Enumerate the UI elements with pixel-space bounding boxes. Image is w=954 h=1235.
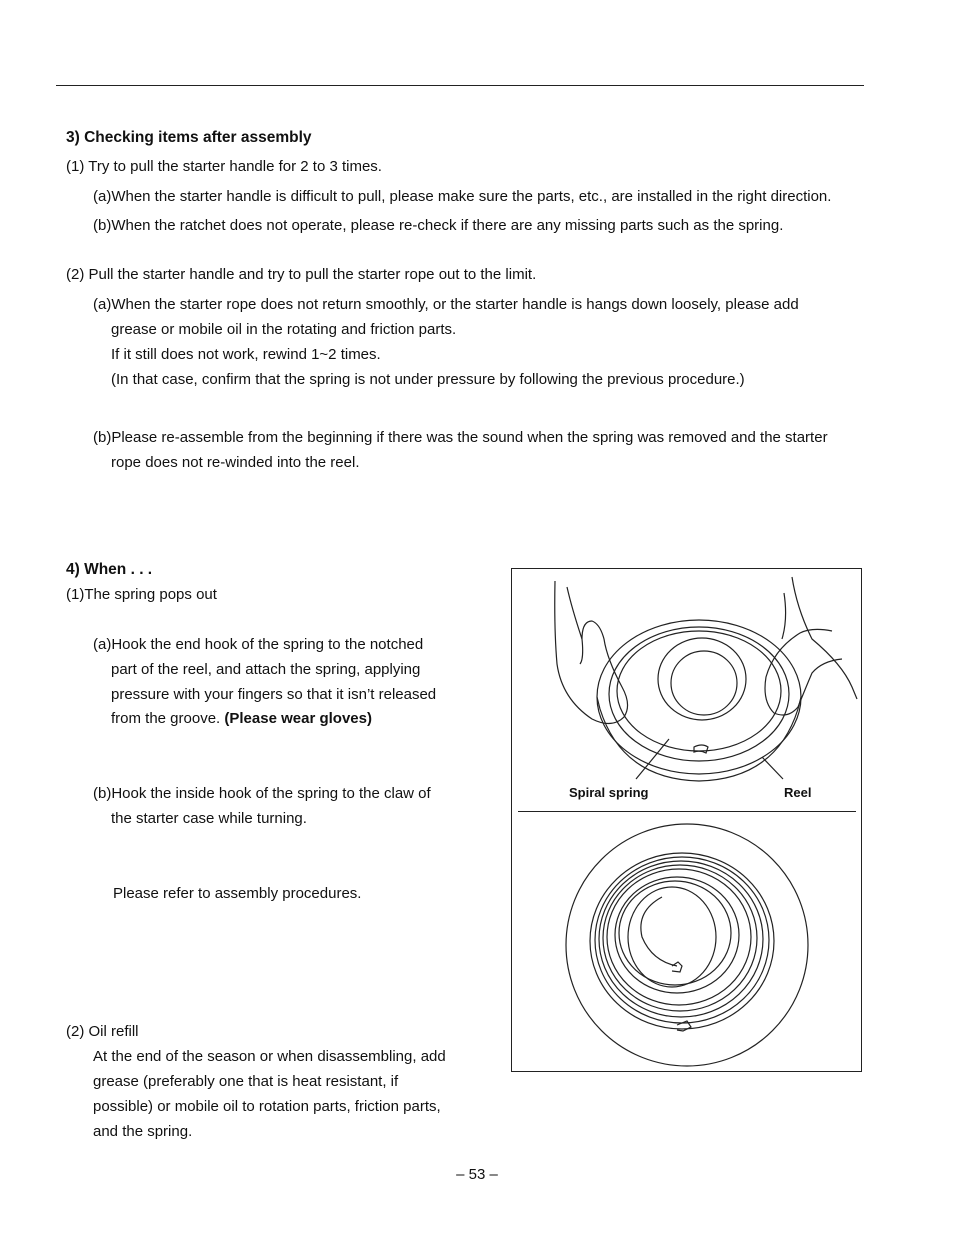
spring-inner-end	[641, 897, 677, 966]
reel-hub-inner	[671, 651, 737, 715]
reel-leader-line	[762, 757, 783, 779]
section-3-item-1b: (b)When the ratchet does not operate, please re-check if there are any missing parts such as the spring.	[93, 217, 784, 234]
section-4-item-1a-line4	[111, 706, 372, 731]
section-4-refer-note: Please refer to assembly procedures.	[113, 885, 362, 902]
section-4-item-1a-line4-text: from the groove.	[111, 710, 225, 727]
spring-end-hook	[694, 745, 708, 753]
section-4-heading: 4) When . . .	[66, 561, 153, 578]
spring-inner-hook	[672, 962, 682, 972]
section-3-item-2a-line1: (a)When the starter rope does not return smoothly, or the starter handle is hangs down loosely, please add	[93, 296, 799, 313]
section-3-item-2a-line2: grease or mobile oil in the rotating and friction parts.	[111, 321, 457, 338]
right-hand	[792, 577, 857, 699]
section-4-item-1a-line3: pressure with your fingers so that it isn’t released	[111, 686, 437, 703]
spring-coil-1	[590, 853, 774, 1029]
page-number: – 53 –	[456, 1166, 498, 1183]
section-4-item-2-line2: grease (preferably one that is heat resistant, if	[93, 1073, 399, 1090]
section-3-item-2a-line4: (In that case, confirm that the spring is not under pressure by following the previous procedure.)	[111, 371, 745, 388]
section-4-item-1a-line2: part of the reel, and attach the spring, applying	[111, 661, 421, 678]
spring-groove-outer	[609, 627, 789, 761]
section-4-item-2-line1: At the end of the season or when disassembling, add	[93, 1048, 446, 1065]
spring-coil-inner	[628, 887, 716, 987]
section-4-item-2-line4: and the spring.	[93, 1123, 193, 1140]
section-3-item-2b-line2: rope does not re-winded into the reel.	[111, 454, 360, 471]
section-4-item-1a-line1: (a)Hook the end hook of the spring to the notched	[93, 636, 424, 653]
case-outer-circle	[566, 824, 808, 1066]
spiral-spring-label: Spiral spring	[569, 785, 649, 800]
section-4-item-1: (1)The spring pops out	[66, 586, 217, 603]
figure-divider	[518, 811, 856, 812]
header-rule	[56, 85, 864, 86]
section-3-item-1: (1) Try to pull the starter handle for 2 to 3 times.	[66, 158, 382, 175]
section-4-item-2-line3: possible) or mobile oil to rotation parts, friction parts,	[93, 1098, 441, 1115]
section-3-heading: 3) Checking items after assembly	[66, 129, 312, 146]
gloves-warning: (Please wear gloves)	[224, 710, 372, 727]
spring-groove-inner	[617, 631, 781, 751]
section-3-item-1a: (a)When the starter handle is difficult to pull, please make sure the parts, etc., are installed in the right direction.	[93, 188, 832, 205]
section-4-item-2: (2) Oil refill	[66, 1023, 139, 1040]
section-3-item-2b-line1: (b)Please re-assemble from the beginning if there was the sound when the spring was removed and the starter	[93, 429, 828, 446]
spring-reel-illustration	[512, 569, 861, 1071]
spring-reel-figure	[511, 568, 862, 1072]
section-3-item-2: (2) Pull the starter handle and try to pull the starter rope out to the limit.	[66, 266, 537, 283]
reel-label: Reel	[784, 785, 812, 800]
section-4-item-1b-line2: the starter case while turning.	[111, 810, 307, 827]
section-4-item-1b-line1: (b)Hook the inside hook of the spring to the claw of	[93, 785, 431, 802]
section-3-item-2a-line3: If it still does not work, rewind 1~2 times.	[111, 346, 381, 363]
